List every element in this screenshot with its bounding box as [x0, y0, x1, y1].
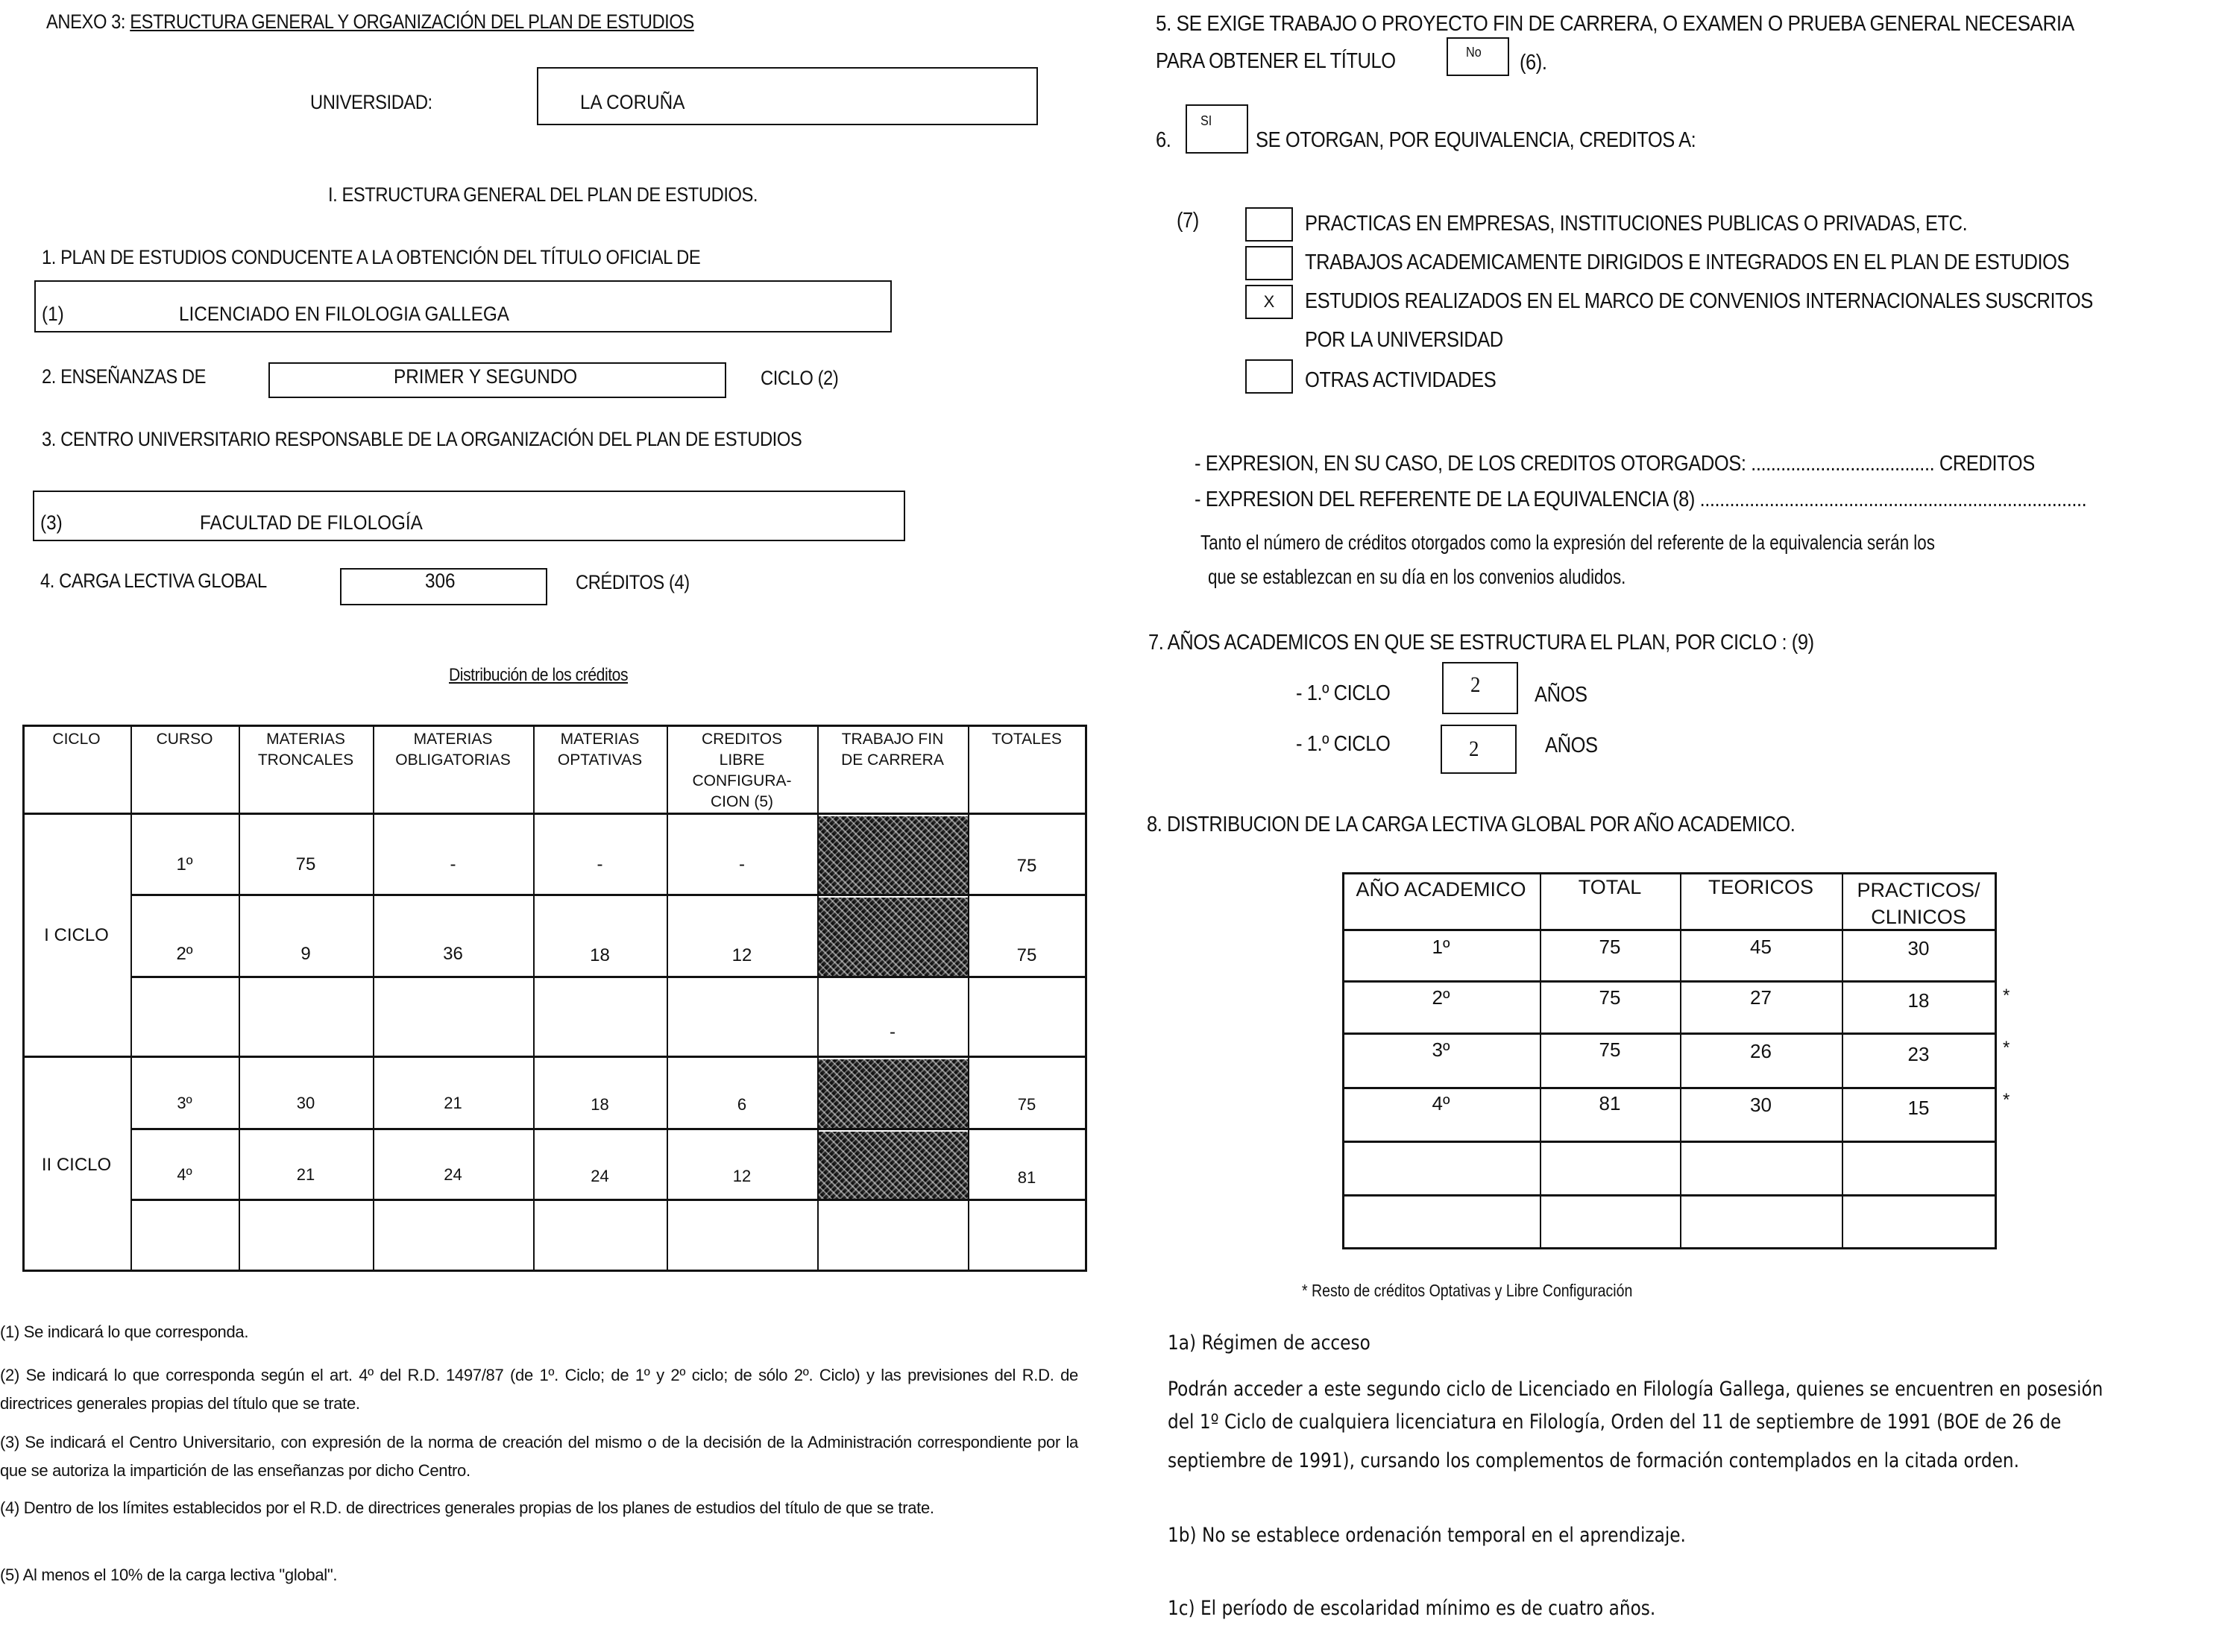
item4-label: 4. CARGA LECTIVA GLOBAL [40, 570, 267, 592]
footnote-1: (1) Se indicará lo que corresponda. [0, 1322, 249, 1341]
cell-year: 4º [1432, 1092, 1450, 1115]
cycle-label-2: II CICLO [41, 1154, 112, 1175]
note-line-2: que se establezcan en su día en los convenios aludidos. [1208, 565, 1626, 588]
cell-trabajo: - [890, 1022, 896, 1042]
item5-line1: 5. SE EXIGE TRABAJO O PROYECTO FIN DE CARRERA, O EXAMEN O PRUEBA GENERAL NECESARIA [1156, 12, 2074, 36]
asterisk-mark: * [2003, 986, 2010, 1006]
option-checkbox[interactable] [1245, 359, 1293, 394]
item2-label: 2. ENSEÑANZAS DE [42, 365, 207, 388]
header-libre-configuracion: CREDITOS LIBRE CONFIGURA-CION (5) [692, 731, 792, 810]
cell-obligatorias: 21 [444, 1094, 462, 1112]
cell-obligatorias: 24 [444, 1165, 462, 1184]
year-table-note: * Resto de créditos Optativas y Libre Configuración [1302, 1281, 1633, 1300]
cell-troncales: 21 [296, 1165, 315, 1184]
cell-teoricos: 45 [1750, 936, 1772, 958]
header-optativas: MATERIAS OPTATIVAS [557, 731, 643, 769]
cell-total: 75 [1599, 936, 1621, 958]
option-checkbox[interactable] [1245, 207, 1293, 242]
header-troncales: MATERIAS TRONCALES [257, 731, 354, 769]
cell-optativas: - [597, 854, 603, 874]
option-label: ESTUDIOS REALIZADOS EN EL MARCO DE CONVENIOS INTERNACIONALES SUSCRITOS [1305, 289, 2093, 313]
cycle-years-label: - 1.º CICLO [1296, 681, 1391, 705]
header-ciclo: CICLO [52, 731, 101, 748]
cell-teoricos: 27 [1750, 986, 1772, 1009]
option-label-cont: POR LA UNIVERSIDAD [1305, 328, 1503, 352]
annex-prefix: ANEXO 3: [46, 10, 126, 33]
cell-obligatorias: - [450, 854, 456, 874]
cell-troncales: 9 [300, 944, 311, 964]
header-totales: TOTALES [992, 731, 1062, 748]
cell-practicos: 15 [1907, 1097, 1930, 1119]
cell-libre: - [739, 854, 745, 874]
hatched-cell [819, 898, 968, 976]
cycle-years-value: 2 [1470, 672, 1481, 697]
final-project-value: No [1466, 45, 1482, 60]
header-curso: CURSO [156, 731, 213, 748]
cell-troncales: 30 [296, 1094, 315, 1112]
option-label: TRABAJOS ACADEMICAMENTE DIRIGIDOS E INTEGRADOS EN EL PLAN DE ESTUDIOS [1305, 250, 2070, 274]
item1-label: 1. PLAN DE ESTUDIOS CONDUCENTE A LA OBTENCIÓN DEL TÍTULO OFICIAL DE [42, 246, 701, 268]
item1-ref: (1) [42, 303, 64, 325]
cycle-years-value: 2 [1469, 737, 1479, 761]
item5-line2: PARA OBTENER EL TÍTULO [1156, 49, 1396, 73]
cell-practicos: 18 [1907, 989, 1930, 1012]
cell-curso: 2º [176, 944, 193, 964]
table-caption: Distribución de los créditos [449, 665, 629, 685]
cell-year: 1º [1432, 936, 1450, 958]
equivalence-value: SI [1200, 113, 1212, 128]
university-label: UNIVERSIDAD: [310, 91, 432, 113]
section-title: I. ESTRUCTURA GENERAL DEL PLAN DE ESTUDIOS. [328, 183, 758, 206]
cycle-years-unit: AÑOS [1535, 683, 1587, 707]
cell-troncales: 75 [295, 854, 316, 874]
footnote-3: (3) Se indicará el Centro Universitario, con expresión de la norma de creación del mismo o de la decisión de la Administración correspondiente por la que se autoriza la impartición de las enseñanzas por dicho Centro. [0, 1433, 1078, 1480]
item4-suffix: CRÉDITOS (4) [576, 571, 690, 593]
cell-optativas: 18 [591, 1095, 609, 1114]
item3-label: 3. CENTRO UNIVERSITARIO RESPONSABLE DE LA ORGANIZACIÓN DEL PLAN DE ESTUDIOS [42, 428, 802, 450]
p1c: 1c) El período de escolaridad mínimo es de cuatro años. [1168, 1597, 1656, 1620]
option-label: OTRAS ACTIVIDADES [1305, 368, 1497, 392]
header-teoricos: TEORICOS [1708, 876, 1813, 898]
cell-totales: 75 [1016, 945, 1037, 965]
cell-optativas: 24 [591, 1167, 609, 1185]
cell-libre: 6 [737, 1095, 747, 1114]
cell-totales: 81 [1017, 1168, 1036, 1187]
credits-expression: - EXPRESION, EN SU CASO, DE LOS CREDITOS OTORGADOS: ..................................... CREDITOS [1195, 452, 2035, 476]
annex-heading [46, 10, 694, 34]
option-checkbox-checked[interactable]: X [1245, 285, 1293, 319]
p1a-line2: del 1º Ciclo de cualquiera licenciatura en Filología, Orden del 11 de septiembre de 1991 (BOE de 26 de [1168, 1410, 2062, 1434]
center-value: FACULTAD DE FILOLOGÍA [200, 511, 423, 534]
equivalence-field [1186, 104, 1248, 154]
cell-curso: 3º [177, 1094, 192, 1112]
header-ano-academico: AÑO ACADEMICO [1356, 878, 1526, 901]
item5-suffix: (6). [1520, 51, 1547, 75]
cell-practicos: 30 [1907, 937, 1930, 959]
header-obligatorias: MATERIAS OBLIGATORIAS [395, 731, 511, 769]
header-practicos-clinicos: PRACTICOS/ CLINICOS [1857, 879, 1980, 928]
hatched-cell [819, 816, 968, 894]
footnote-4: (4) Dentro de los límites establecidos por el R.D. de directrices generales propias de los planes de estudios del título de que se trate. [0, 1498, 934, 1517]
cell-curso: 4º [177, 1165, 192, 1184]
p1a-line1: Podrán acceder a este segundo ciclo de Licenciado en Filología Gallega, quienes se encuentren en posesión [1168, 1378, 2103, 1401]
cell-year: 2º [1432, 986, 1450, 1009]
note-line-1: Tanto el número de créditos otorgados como la expresión del referente de la equivalencia serán los [1200, 531, 1935, 554]
cycle-label-1: I CICLO [44, 924, 109, 945]
p1a-title: 1a) Régimen de acceso [1168, 1331, 1370, 1355]
item8-label: 8. DISTRIBUCION DE LA CARGA LECTIVA GLOBAL POR AÑO ACADEMICO. [1147, 813, 1796, 836]
footnote-5: (5) Al menos el 10% de la carga lectiva "global". [0, 1566, 338, 1584]
university-value: LA CORUÑA [580, 91, 685, 113]
item7-label: 7. AÑOS ACADEMICOS EN QUE SE ESTRUCTURA EL PLAN, POR CICLO : (9) [1148, 631, 1814, 655]
header-total: TOTAL [1578, 876, 1642, 898]
item6-number: 6. [1156, 128, 1171, 152]
cycle-years-label: - 1.º CICLO [1296, 732, 1391, 756]
header-trabajo-fin-carrera: TRABAJO FIN DE CARRERA [841, 731, 944, 769]
cell-totales: 75 [1016, 856, 1037, 876]
p1b: 1b) No se establece ordenación temporal en el aprendizaje. [1168, 1524, 1686, 1547]
item7-ref: (7) [1177, 209, 1199, 233]
cell-libre: 12 [732, 1167, 752, 1185]
cell-teoricos: 26 [1750, 1040, 1772, 1062]
asterisk-mark: * [2003, 1038, 2010, 1058]
cell-total: 75 [1599, 986, 1621, 1009]
item3-ref: (3) [40, 511, 63, 534]
option-checkbox[interactable] [1245, 246, 1293, 280]
item2-suffix: CICLO (2) [761, 367, 839, 389]
cell-teoricos: 30 [1750, 1094, 1772, 1116]
cell-obligatorias: 36 [443, 944, 463, 964]
cell-total: 75 [1599, 1038, 1621, 1061]
footnote-2: (2) Se indicará lo que corresponda según el art. 4º del R.D. 1497/87 (de 1º. Ciclo; de 1º y 2º ciclo; de sólo 2º. Ciclo) y las previsiones del R.D. de directrices generales propias del título que se trate. [0, 1366, 1078, 1413]
cell-optativas: 18 [590, 945, 610, 965]
global-load-value: 306 [425, 570, 456, 592]
cycle-years-unit: AÑOS [1545, 734, 1598, 757]
asterisk-mark: * [2003, 1090, 2010, 1110]
cell-curso: 1º [176, 854, 193, 874]
center-field [33, 491, 905, 541]
cell-year: 3º [1432, 1038, 1450, 1061]
annex-title: ESTRUCTURA GENERAL Y ORGANIZACIÓN DEL PLAN DE ESTUDIOS [130, 10, 694, 33]
option-label: PRACTICAS EN EMPRESAS, INSTITUCIONES PUBLICAS O PRIVADAS, ETC. [1305, 212, 1968, 236]
degree-title-value: LICENCIADO EN FILOLOGIA GALLEGA [179, 303, 509, 325]
item6-label: SE OTORGAN, POR EQUIVALENCIA, CREDITOS A: [1256, 128, 1696, 152]
p1a-line3: septiembre de 1991), cursando los complementos de formación contemplados en la citada orden. [1168, 1449, 2020, 1472]
hatched-cell [819, 1059, 968, 1128]
hatched-cell [819, 1132, 968, 1199]
teaching-cycles-value: PRIMER Y SEGUNDO [394, 365, 578, 388]
cell-total: 81 [1599, 1092, 1621, 1115]
cell-libre: 12 [731, 945, 752, 965]
cell-totales: 75 [1017, 1095, 1036, 1114]
cell-practicos: 23 [1907, 1043, 1930, 1065]
equivalence-referent: - EXPRESION DEL REFERENTE DE LA EQUIVALENCIA (8) .............................................................................. [1195, 488, 2087, 511]
